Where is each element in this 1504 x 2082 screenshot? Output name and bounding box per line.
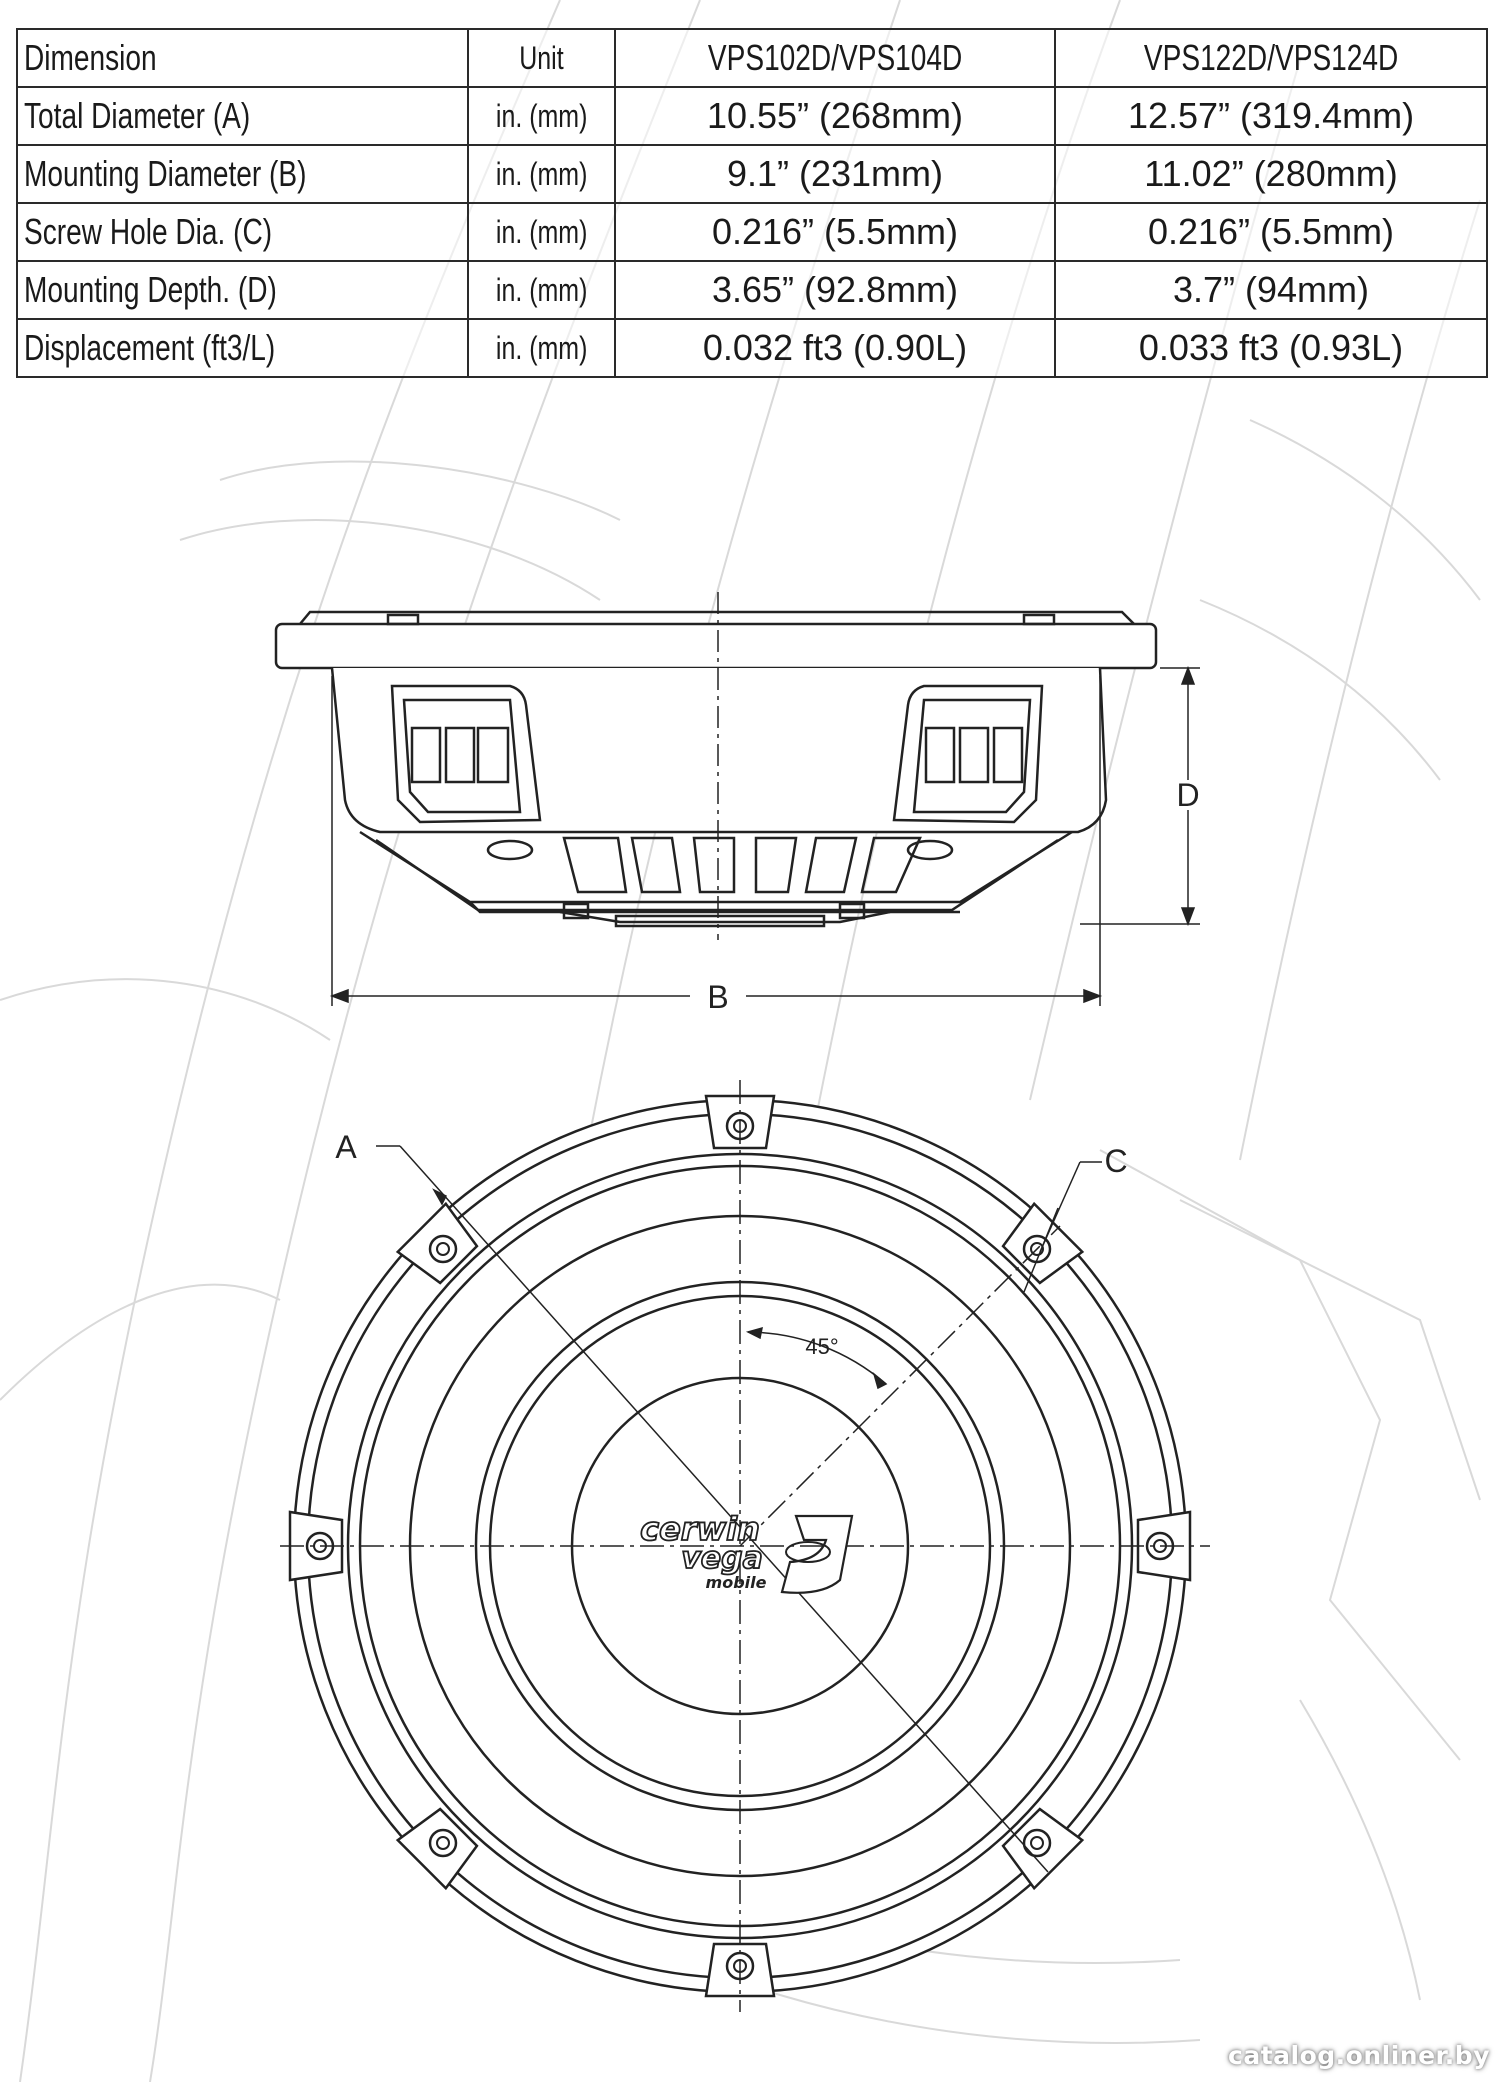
row-dimension: Displacement (ft3/L) xyxy=(17,319,468,377)
dimension-label-a: A xyxy=(335,1129,357,1165)
side-view xyxy=(276,612,1156,926)
header-unit: Unit xyxy=(468,29,615,87)
row-unit: in. (mm) xyxy=(468,261,615,319)
row-value-b: 12.57” (319.4mm) xyxy=(1055,87,1487,145)
row-value-a: 3.65” (92.8mm) xyxy=(615,261,1055,319)
row-dimension: Screw Hole Dia. (C) xyxy=(17,203,468,261)
logo-text-cerwin: cerwin xyxy=(640,1510,760,1548)
row-dimension: Mounting Depth. (D) xyxy=(17,261,468,319)
row-value-b: 11.02” (280mm) xyxy=(1055,145,1487,203)
watermark: catalog.onliner.by xyxy=(1228,2041,1490,2070)
row-value-a: 0.032 ft3 (0.90L) xyxy=(615,319,1055,377)
header-vps122d: VPS122D/VPS124D xyxy=(1055,29,1487,87)
logo-text-vega: vega xyxy=(681,1541,763,1576)
row-value-a: 0.216” (5.5mm) xyxy=(615,203,1055,261)
dimension-label-d: D xyxy=(1176,777,1200,813)
row-value-a: 9.1” (231mm) xyxy=(615,145,1055,203)
header-dimension: Dimension xyxy=(17,29,468,87)
row-unit: in. (mm) xyxy=(468,145,615,203)
dimension-label-b: B xyxy=(707,979,729,1015)
row-dimension: Total Diameter (A) xyxy=(17,87,468,145)
logo-text-mobile: mobile xyxy=(705,1573,767,1592)
row-value-b: 3.7” (94mm) xyxy=(1055,261,1487,319)
row-unit: in. (mm) xyxy=(468,87,615,145)
row-dimension: Mounting Diameter (B) xyxy=(17,145,468,203)
row-unit: in. (mm) xyxy=(468,203,615,261)
dimension-label-c: C xyxy=(1104,1143,1128,1179)
row-value-a: 10.55” (268mm) xyxy=(615,87,1055,145)
header-vps102d: VPS102D/VPS104D xyxy=(615,29,1055,87)
row-value-b: 0.216” (5.5mm) xyxy=(1055,203,1487,261)
row-value-b: 0.033 ft3 (0.93L) xyxy=(1055,319,1487,377)
row-unit: in. (mm) xyxy=(468,319,615,377)
angle-label: 45° xyxy=(805,1334,839,1359)
